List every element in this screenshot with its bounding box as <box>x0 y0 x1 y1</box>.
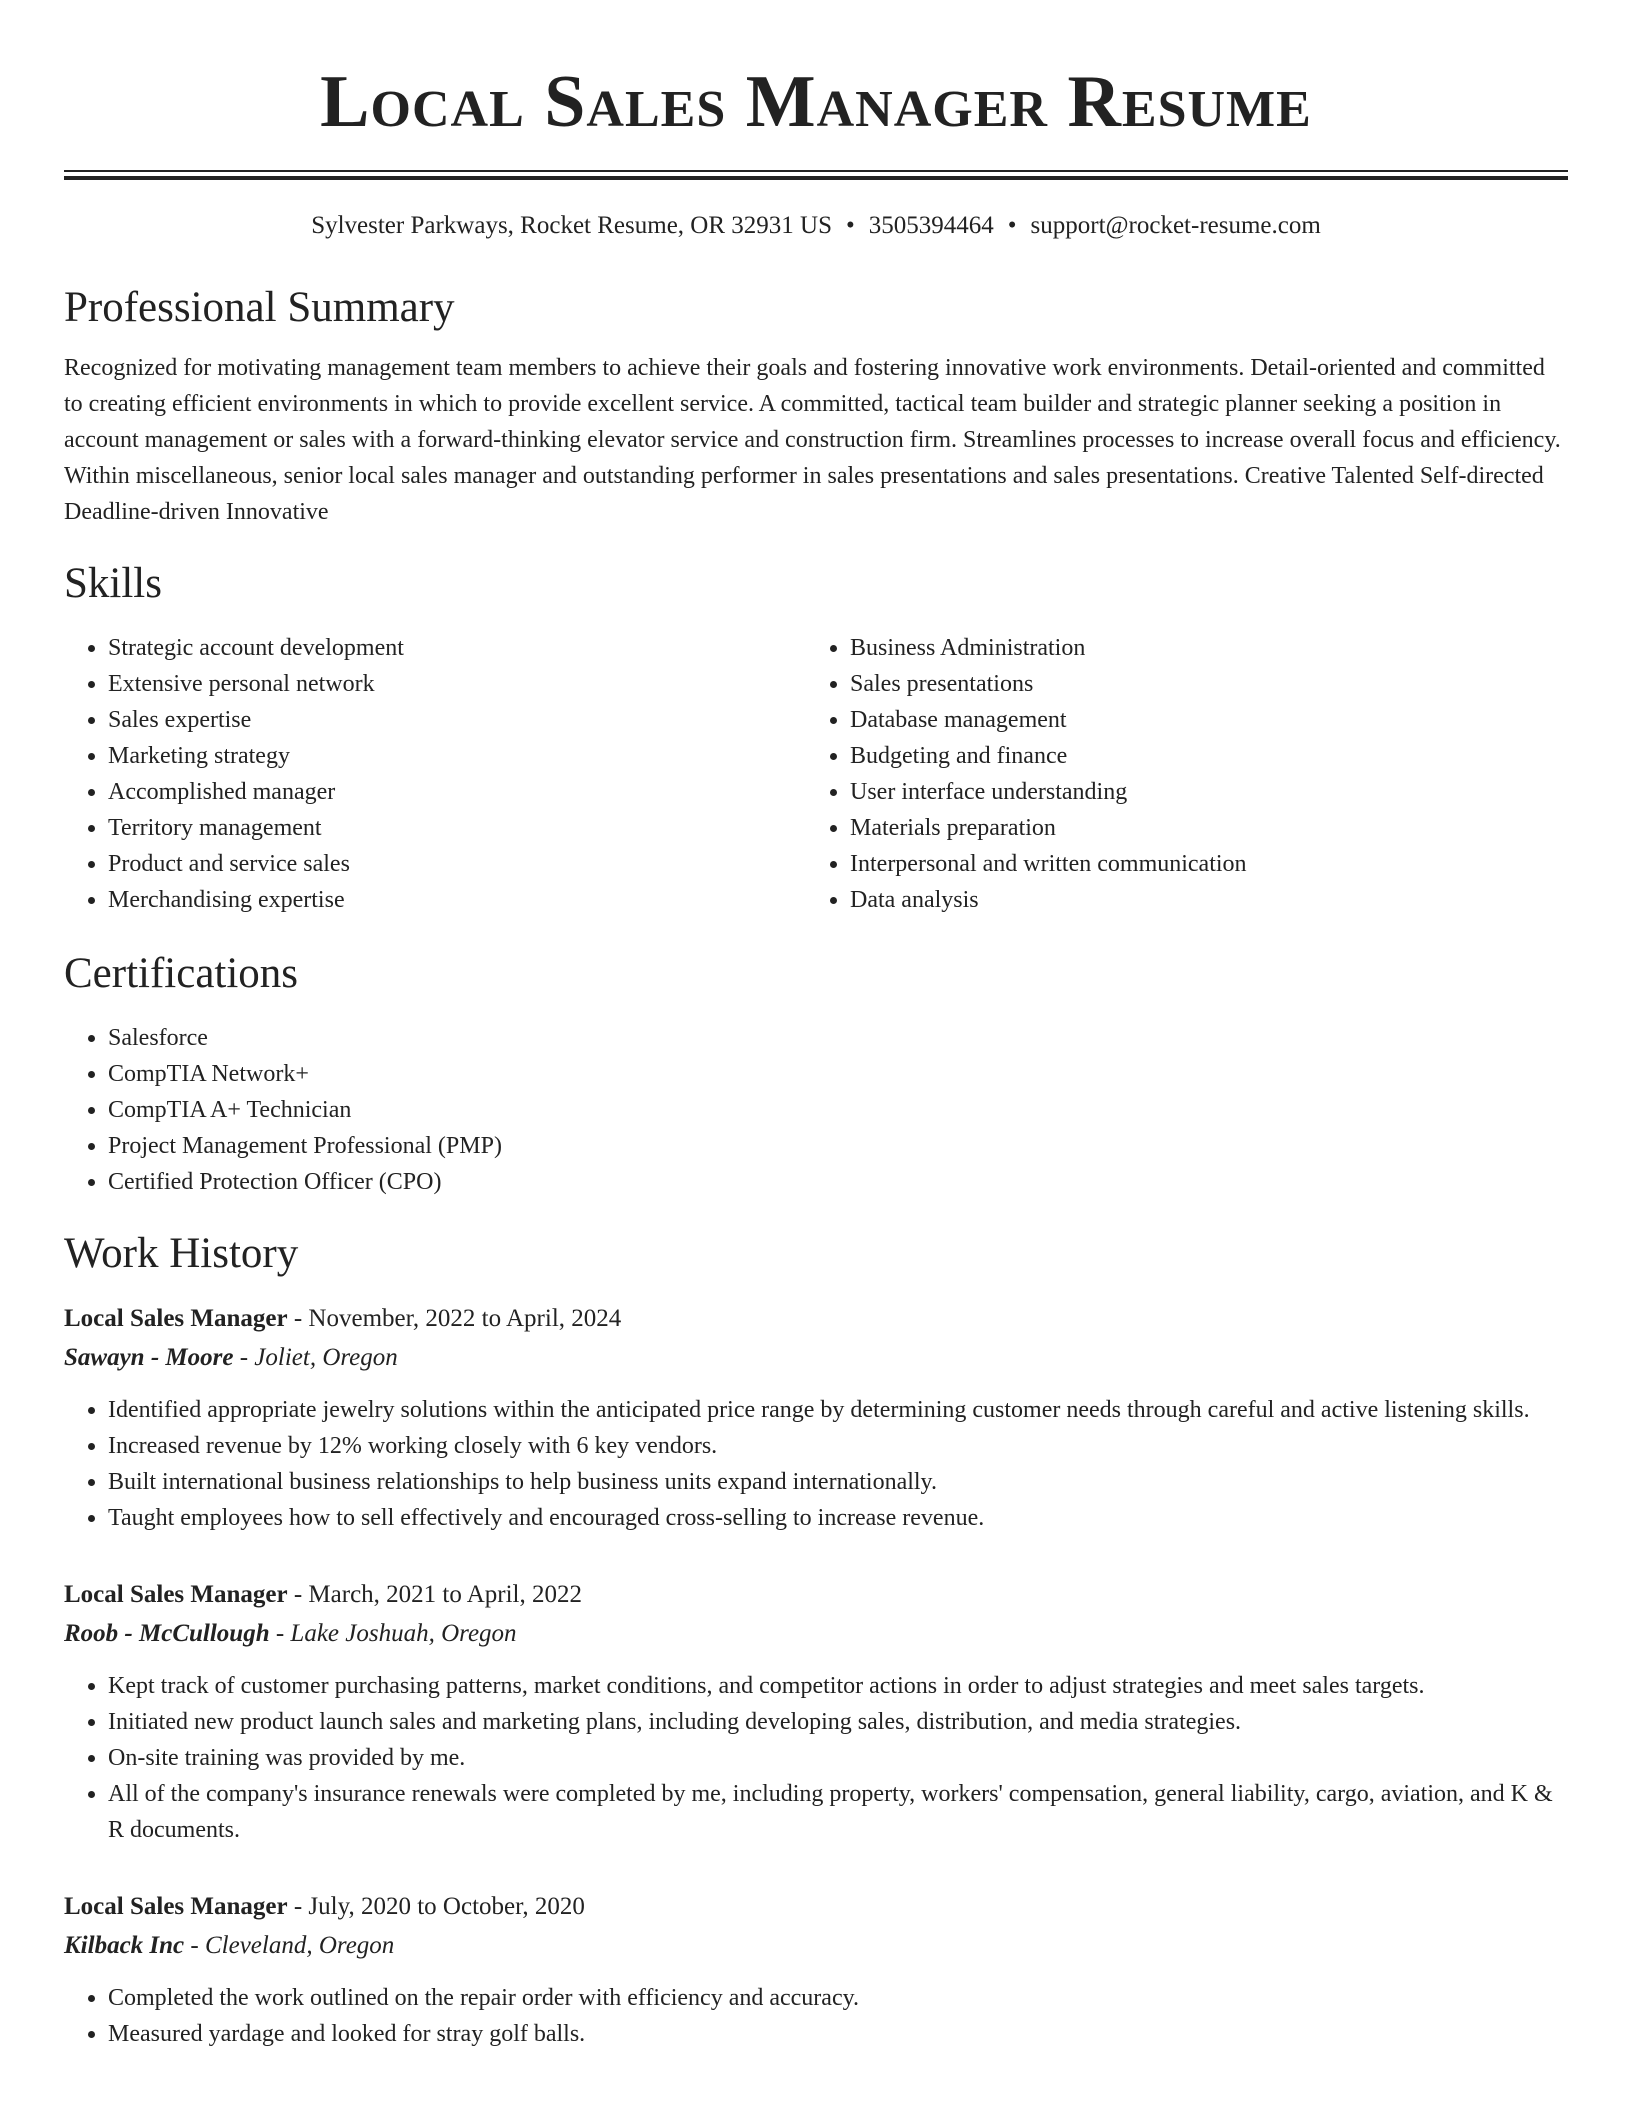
company-location: - Lake Joshuah, Oregon <box>269 1620 517 1647</box>
job-bullets <box>64 1668 1568 1848</box>
title-double-rule <box>64 170 1568 180</box>
certification-item: • CompTIA A+ Technician <box>108 1092 1568 1128</box>
certifications-list <box>64 1020 1568 1200</box>
certification-item: • Project Management Professional (PMP) <box>108 1128 1568 1164</box>
page-title: Local Sales Manager Resume <box>320 61 1312 143</box>
job-bullet: • Initiated new product launch sales and marketing plans, including developing sales, distribution, and media strategies. <box>108 1704 1568 1740</box>
skill-item: • Extensive personal network <box>108 666 806 702</box>
job-title: Local Sales Manager <box>64 1581 288 1608</box>
skill-item: • Data analysis <box>850 882 1568 918</box>
skill-item: • Sales presentations <box>850 666 1568 702</box>
summary-text: Recognized for motivating management team members to achieve their goals and fostering innovative work environments. Detail-oriented and committed to creating efficient environments in which to provide excellent service. A committed, tactical team builder and strategic planner seeking a position in account management or sales with a forward-thinking elevator service and construction firm. Streamlines processes to increase overall focus and efficiency. Within miscellaneous, senior local sales manager and outstanding performer in sales presentations and sales presentations. Creative Talented Self-directed Deadline-driven Innovative <box>64 355 1561 525</box>
job-bullet: • Kept track of customer purchasing patterns, market conditions, and competitor actions in order to adjust strategies and meet sales targets. <box>108 1668 1568 1704</box>
summary-section <box>64 282 1568 530</box>
certification-item: • Salesforce <box>108 1020 1568 1056</box>
job-entry <box>64 1888 1568 2052</box>
skills-columns <box>64 630 1568 918</box>
skill-item: • Merchandising expertise <box>108 882 806 918</box>
work-history-heading: Work History <box>64 1230 299 1277</box>
job-bullet: • Completed the work outlined on the repair order with efficiency and accuracy. <box>108 1980 1568 2016</box>
skill-item: • Interpersonal and written communication <box>850 846 1568 882</box>
job-title-line <box>64 1576 1568 1614</box>
skill-item: • Sales expertise <box>108 702 806 738</box>
contact-address: Sylvester Parkways, Rocket Resume, OR 32931 US <box>311 212 832 239</box>
certifications-section <box>64 948 1568 1200</box>
contact-separator: • <box>845 212 855 239</box>
skills-list-left <box>64 630 806 918</box>
company-name: Sawayn - Moore <box>64 1344 234 1371</box>
job-bullets <box>64 1980 1568 2052</box>
job-bullets <box>64 1392 1568 1536</box>
job-entry <box>64 1300 1568 1536</box>
skill-item: • Business Administration <box>850 630 1568 666</box>
certifications-heading: Certifications <box>64 950 299 997</box>
job-bullet: • Taught employees how to sell effectively and encouraged cross-selling to increase revenue. <box>108 1500 1568 1536</box>
company-line <box>64 1614 1568 1654</box>
skill-item: • Budgeting and finance <box>850 738 1568 774</box>
company-name: Roob - McCullough <box>64 1620 270 1647</box>
company-line <box>64 1338 1568 1378</box>
work-history-section <box>64 1228 1568 2052</box>
skill-item: • Marketing strategy <box>108 738 806 774</box>
job-bullet: • Measured yardage and looked for stray golf balls. <box>108 2016 1568 2052</box>
skill-item: • Materials preparation <box>850 810 1568 846</box>
contact-separator: • <box>1007 212 1017 239</box>
skill-item: • User interface understanding <box>850 774 1568 810</box>
contact-phone: 3505394464 <box>868 212 994 239</box>
skills-list-right <box>806 630 1568 918</box>
job-bullet: • On-site training was provided by me. <box>108 1740 1568 1776</box>
job-title: Local Sales Manager <box>64 1893 288 1920</box>
job-bullet: • Built international business relationships to help business units expand internationally. <box>108 1464 1568 1500</box>
skill-item: • Territory management <box>108 810 806 846</box>
job-entry <box>64 1576 1568 1848</box>
skills-heading: Skills <box>64 560 162 607</box>
company-location: - Joliet, Oregon <box>233 1344 398 1371</box>
certification-item: • CompTIA Network+ <box>108 1056 1568 1092</box>
contact-email: support@rocket-resume.com <box>1030 212 1321 239</box>
skill-item: • Strategic account development <box>108 630 806 666</box>
job-bullet: • Identified appropriate jewelry solutions within the anticipated price range by determining customer needs through careful and active listening skills. <box>108 1392 1568 1428</box>
job-title-line <box>64 1888 1568 1926</box>
skill-item: • Database management <box>850 702 1568 738</box>
job-title-line <box>64 1300 1568 1338</box>
job-dates: - March, 2021 to April, 2022 <box>287 1581 583 1608</box>
company-location: - Cleveland, Oregon <box>184 1932 395 1959</box>
company-name: Kilback Inc <box>64 1932 185 1959</box>
skill-item: • Product and service sales <box>108 846 806 882</box>
summary-heading: Professional Summary <box>64 284 455 331</box>
job-bullet: • Increased revenue by 12% working closely with 6 key vendors. <box>108 1428 1568 1464</box>
contact-line <box>64 210 1568 242</box>
job-title: Local Sales Manager <box>64 1305 288 1332</box>
skill-item: • Accomplished manager <box>108 774 806 810</box>
job-dates: - November, 2022 to April, 2024 <box>287 1305 622 1332</box>
job-dates: - July, 2020 to October, 2020 <box>287 1893 585 1920</box>
certification-item: • Certified Protection Officer (CPO) <box>108 1164 1568 1200</box>
company-line <box>64 1926 1568 1966</box>
skills-section <box>64 558 1568 918</box>
job-bullet: • All of the company's insurance renewals were completed by me, including property, workers' compensation, general liability, cargo, aviation, and K & R documents. <box>108 1776 1568 1848</box>
